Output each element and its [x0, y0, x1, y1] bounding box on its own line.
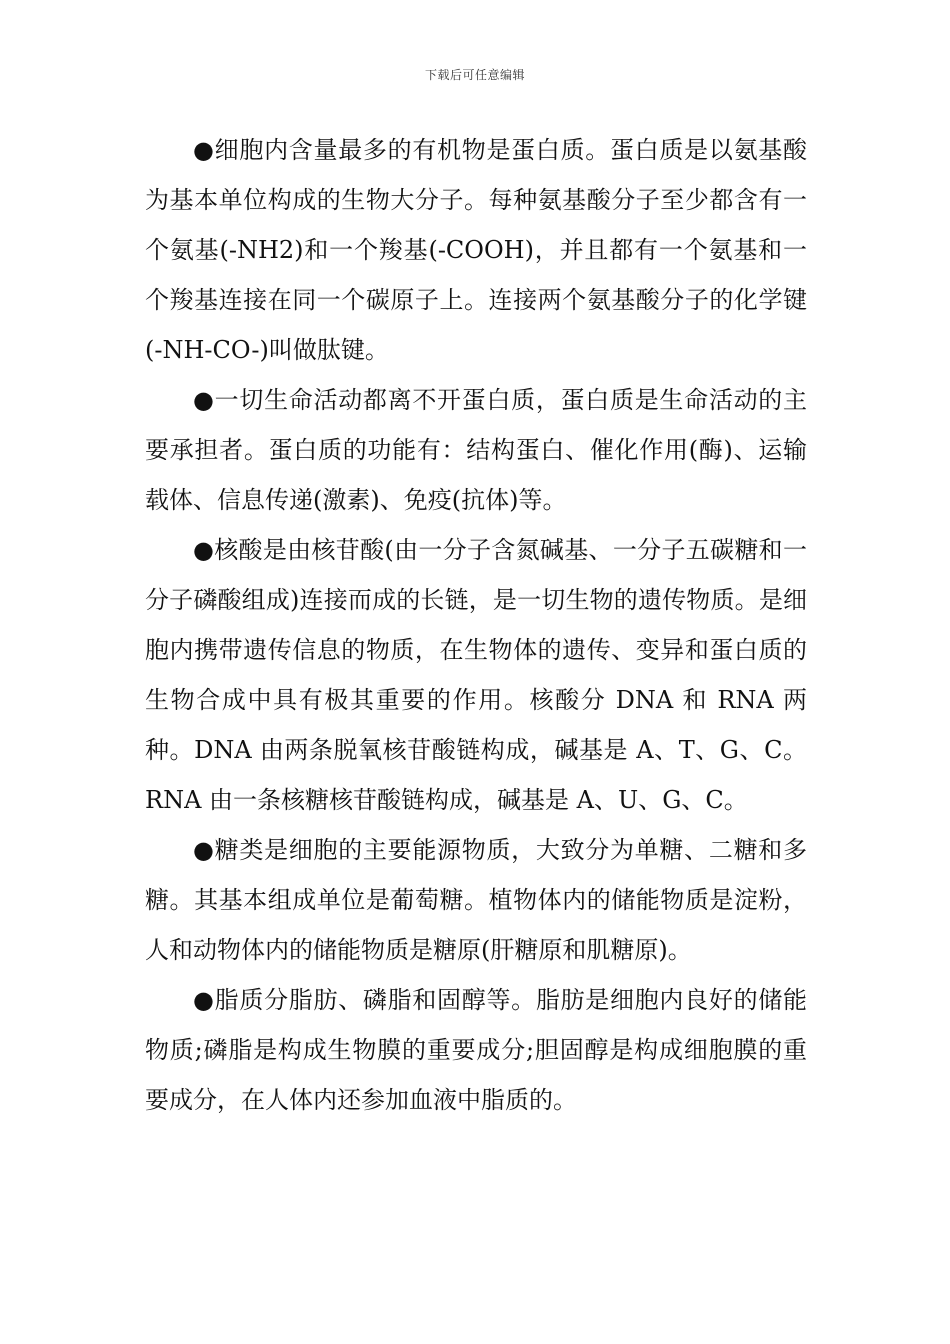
paragraph-nucleic-acid: ●核酸是由核苷酸(由一分子含氮碱基、一分子五碳糖和一分子磷酸组成)连接而成的长链，是一切生物的遗传物质。是细胞内携带遗传信息的物质，在生物体的遗传、变异和蛋白质的生物合成中具有极其重要的作用。核酸分 DNA 和 RNA 两种。DNA 由两条脱氧核苷酸链构成，碱基是 A、T、G、C。RNA 由一条核糖核苷酸链构成，碱基是 A、U、G、C。: [145, 536, 807, 814]
document-body: [145, 125, 807, 1125]
paragraph-protein: ●细胞内含量最多的有机物是蛋白质。蛋白质是以氨基酸为基本单位构成的生物大分子。每种氨基酸分子至少都含有一个氨基(-NH2)和一个羧基(-COOH)，并且都有一个氨基和一个羧基连接在同一个碳原子上。连接两个氨基酸分子的化学键(-NH-CO-)叫做肽键。: [145, 136, 807, 364]
paragraph-protein-function: ●一切生命活动都离不开蛋白质，蛋白质是生命活动的主要承担者。蛋白质的功能有：结构蛋白、催化作用(酶)、运输载体、信息传递(激素)、免疫(抗体)等。: [145, 386, 807, 514]
paragraph-carbohydrate: ●糖类是细胞的主要能源物质，大致分为单糖、二糖和多糖。其基本组成单位是葡萄糖。植物体内的储能物质是淀粉，人和动物体内的储能物质是糖原(肝糖原和肌糖原)。: [145, 836, 807, 964]
paragraph-lipid: ●脂质分脂肪、磷脂和固醇等。脂肪是细胞内良好的储能物质;磷脂是构成生物膜的重要成分;胆固醇是构成细胞膜的重要成分，在人体内还参加血液中脂质的。: [145, 986, 807, 1114]
page-header-note: 下载后可任意编辑: [424, 68, 525, 82]
